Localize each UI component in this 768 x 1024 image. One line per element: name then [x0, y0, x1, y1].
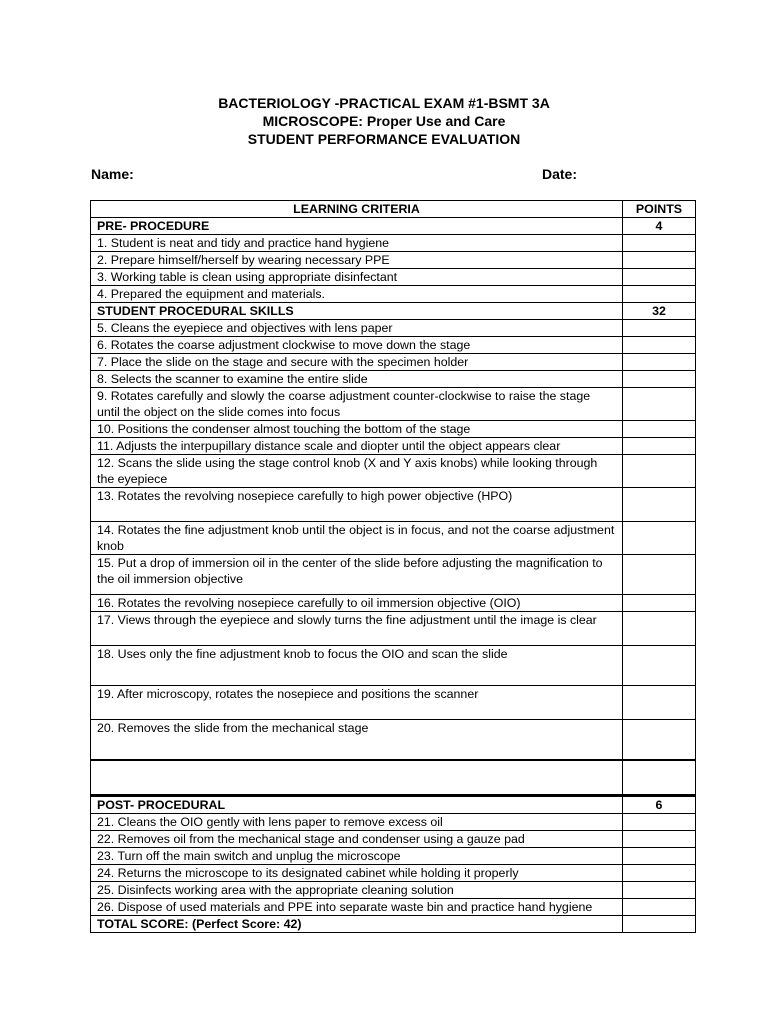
score-cell[interactable]	[623, 555, 696, 595]
criterion-text: 21. Cleans the OIO gently with lens paper to remove excess oil	[91, 814, 623, 831]
section-row-post-procedural	[91, 797, 696, 814]
criterion-text: 26. Dispose of used materials and PPE into separate waste bin and practice hand hygiene	[91, 899, 623, 916]
table-row	[91, 252, 696, 269]
total-score-row	[91, 916, 696, 933]
criterion-text: 7. Place the slide on the stage and secure with the specimen holder	[91, 354, 623, 371]
score-cell[interactable]	[623, 686, 696, 720]
evaluation-title: STUDENT PERFORMANCE EVALUATION	[247, 131, 521, 147]
criterion-text: 15. Put a drop of immersion oil in the center of the slide before adjusting the magnification to the oil immersion objective	[91, 555, 623, 595]
score-cell[interactable]	[623, 320, 696, 337]
table-row	[91, 761, 696, 795]
criterion-text: 12. Scans the slide using the stage control knob (X and Y axis knobs) while looking through the eyepiece	[91, 455, 623, 488]
section-points: 6	[623, 797, 696, 814]
score-cell[interactable]	[623, 761, 696, 795]
table-row	[91, 831, 696, 848]
points-column-header: POINTS	[623, 201, 696, 218]
criterion-text: 22. Removes oil from the mechanical stage and condenser using a gauze pad	[91, 831, 623, 848]
criterion-text: 9. Rotates carefully and slowly the coarse adjustment counter-clockwise to raise the stage until the object on the slide comes into focus	[91, 388, 623, 421]
table-row	[91, 646, 696, 686]
table-row	[91, 848, 696, 865]
table-row	[91, 686, 696, 720]
criterion-text: 16. Rotates the revolving nosepiece carefully to oil immersion objective (OIO)	[91, 595, 623, 612]
criterion-text: 13. Rotates the revolving nosepiece carefully to high power objective (HPO)	[91, 488, 623, 522]
table-row	[91, 595, 696, 612]
table-row	[91, 814, 696, 831]
criterion-text: 3. Working table is clean using appropriate disinfectant	[91, 269, 623, 286]
table-row	[91, 235, 696, 252]
document-header	[0, 94, 768, 148]
criterion-text: 11. Adjusts the interpupillary distance scale and diopter until the object appears clear	[91, 438, 623, 455]
date-label: Date:	[542, 166, 578, 182]
score-cell[interactable]	[623, 882, 696, 899]
score-cell[interactable]	[623, 455, 696, 488]
section-title: STUDENT PROCEDURAL SKILLS	[91, 303, 623, 320]
total-score-cell[interactable]	[623, 916, 696, 933]
exam-subtitle: MICROSCOPE: Proper Use and Care	[262, 113, 506, 129]
score-cell[interactable]	[623, 488, 696, 522]
criteria-column-header: LEARNING CRITERIA	[91, 201, 623, 218]
score-cell[interactable]	[623, 235, 696, 252]
criterion-text: 1. Student is neat and tidy and practice hand hygiene	[91, 235, 623, 252]
score-cell[interactable]	[623, 612, 696, 646]
section-row-pre-procedure	[91, 218, 696, 235]
table-header-row	[91, 201, 696, 218]
name-date-bar	[91, 166, 631, 182]
table-row	[91, 320, 696, 337]
table-row	[91, 421, 696, 438]
table-row	[91, 865, 696, 882]
criterion-text: 6. Rotates the coarse adjustment clockwise to move down the stage	[91, 337, 623, 354]
table-row	[91, 337, 696, 354]
section-points: 32	[623, 303, 696, 320]
criterion-text: 2. Prepare himself/herself by wearing necessary PPE	[91, 252, 623, 269]
section-points: 4	[623, 218, 696, 235]
score-cell[interactable]	[623, 646, 696, 686]
criterion-text: 24. Returns the microscope to its designated cabinet while holding it properly	[91, 865, 623, 882]
total-score-label: TOTAL SCORE: (Perfect Score: 42)	[91, 916, 623, 933]
score-cell[interactable]	[623, 337, 696, 354]
score-cell[interactable]	[623, 865, 696, 882]
score-cell[interactable]	[623, 421, 696, 438]
table-row	[91, 899, 696, 916]
section-title: POST- PROCEDURAL	[91, 797, 623, 814]
score-cell[interactable]	[623, 354, 696, 371]
criterion-text: 20. Removes the slide from the mechanical stage	[91, 720, 623, 760]
criterion-text	[91, 761, 623, 795]
criterion-text: 14. Rotates the fine adjustment knob until the object is in focus, and not the coarse adjustment knob	[91, 522, 623, 555]
criterion-text: 18. Uses only the fine adjustment knob to focus the OIO and scan the slide	[91, 646, 623, 686]
criterion-text: 8. Selects the scanner to examine the entire slide	[91, 371, 623, 388]
table-row	[91, 371, 696, 388]
score-cell[interactable]	[623, 438, 696, 455]
criterion-text: 4. Prepared the equipment and materials.	[91, 286, 623, 303]
table-row	[91, 286, 696, 303]
score-cell[interactable]	[623, 252, 696, 269]
criterion-text: 19. After microscopy, rotates the nosepiece and positions the scanner	[91, 686, 623, 720]
score-cell[interactable]	[623, 595, 696, 612]
criterion-text: 25. Disinfects working area with the appropriate cleaning solution	[91, 882, 623, 899]
table-row	[91, 882, 696, 899]
name-label: Name:	[91, 166, 134, 182]
score-cell[interactable]	[623, 831, 696, 848]
table-row	[91, 488, 696, 522]
criterion-text: 5. Cleans the eyepiece and objectives with lens paper	[91, 320, 623, 337]
table-row	[91, 612, 696, 646]
table-row	[91, 388, 696, 421]
exam-title: BACTERIOLOGY -PRACTICAL EXAM #1-BSMT 3A	[218, 95, 550, 111]
table-row	[91, 522, 696, 555]
score-cell[interactable]	[623, 899, 696, 916]
criterion-text: 10. Positions the condenser almost touching the bottom of the stage	[91, 421, 623, 438]
score-cell[interactable]	[623, 269, 696, 286]
table-row	[91, 269, 696, 286]
table-row	[91, 354, 696, 371]
table-row	[91, 555, 696, 595]
criterion-text: 23. Turn off the main switch and unplug the microscope	[91, 848, 623, 865]
table-row	[91, 438, 696, 455]
criteria-table	[90, 200, 696, 933]
score-cell[interactable]	[623, 848, 696, 865]
score-cell[interactable]	[623, 522, 696, 555]
score-cell[interactable]	[623, 814, 696, 831]
criterion-text: 17. Views through the eyepiece and slowly turns the fine adjustment until the image is clear	[91, 612, 623, 646]
table-row	[91, 455, 696, 488]
score-cell[interactable]	[623, 388, 696, 421]
table-row	[91, 720, 696, 760]
score-cell[interactable]	[623, 371, 696, 388]
score-cell[interactable]	[623, 720, 696, 760]
score-cell[interactable]	[623, 286, 696, 303]
section-title: PRE- PROCEDURE	[91, 218, 623, 235]
section-row-procedural-skills	[91, 303, 696, 320]
